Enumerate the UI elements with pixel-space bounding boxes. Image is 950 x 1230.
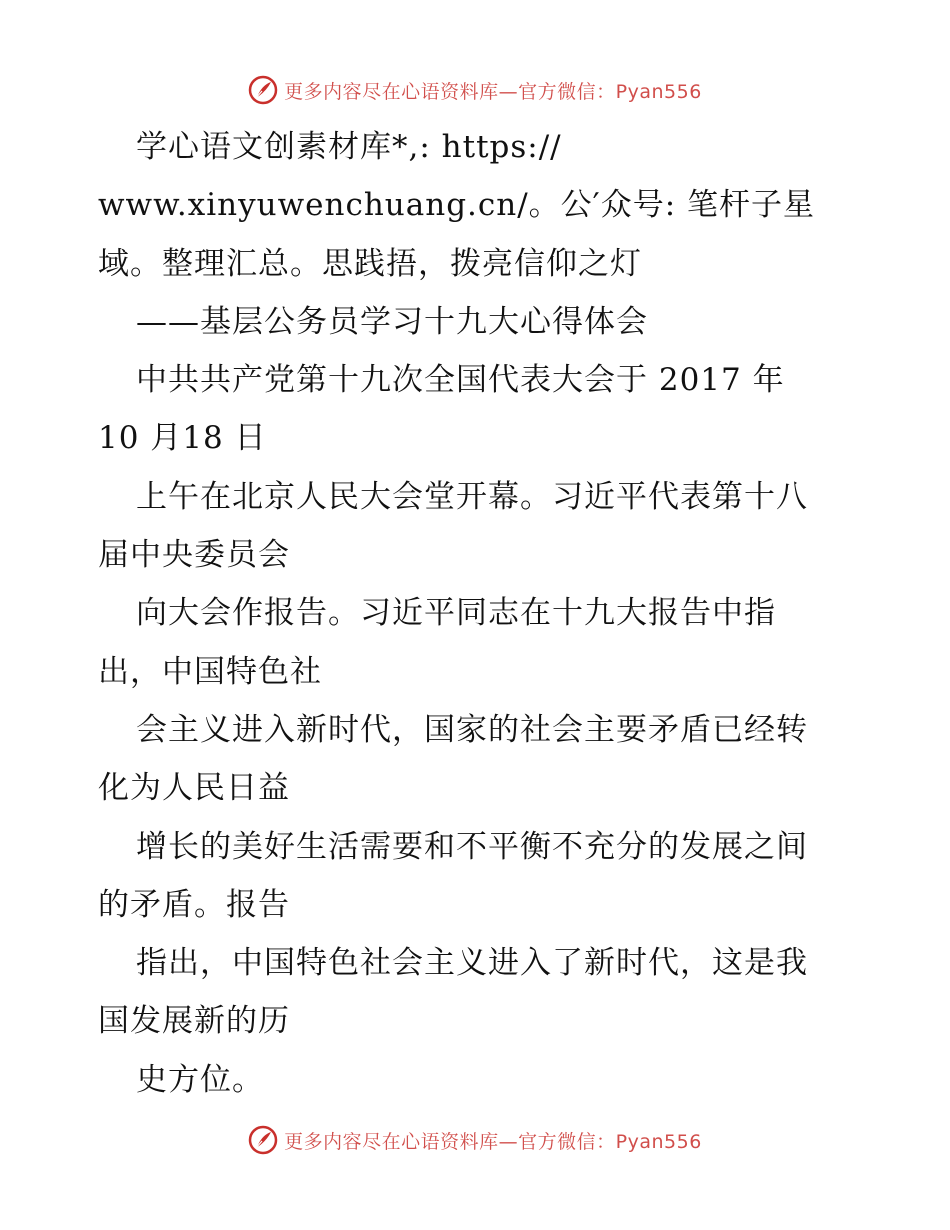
- text-line: 指出，中国特色社会主义进入了新时代，这是我: [136, 945, 808, 982]
- text-line: 化为人民日益: [98, 770, 290, 807]
- text-line: 届中央委员会: [98, 537, 290, 574]
- text-line: 上午在北京人民大会堂开幕。习近平代表第十八: [136, 478, 808, 515]
- footer-banner-text: 更多内容尽在心语资料库—官方微信：Pyan556: [284, 1130, 702, 1153]
- header-banner-text: 更多内容尽在心语资料库—官方微信：Pyan556: [284, 80, 702, 103]
- text-line: 域。整理汇总。思践捂，拨亮信仰之灯: [98, 245, 642, 282]
- text-line: ——基层公务员学习十九大心得体会: [136, 303, 648, 340]
- text-line: www.xinyuwenchuang.cn/。公′众号: 笔杆子星: [98, 187, 816, 224]
- text-line: 向大会作报告。习近平同志在十九大报告中指: [136, 595, 776, 632]
- header-banner: [0, 70, 950, 110]
- feather-pen-logo-icon: [248, 75, 278, 105]
- feather-pen-logo-icon: [248, 1125, 278, 1155]
- document-body: [98, 118, 858, 1109]
- text-line: 增长的美好生活需要和不平衡不充分的发展之间: [136, 828, 808, 865]
- text-line: 学心语文创素材库*,: https://: [136, 129, 562, 165]
- text-line: 史方位。: [136, 1061, 264, 1098]
- text-line: 会主义进入新时代，国家的社会主要矛盾已经转: [136, 711, 808, 748]
- text-line: 出，中国特色社: [98, 653, 322, 690]
- text-line: 10 月18 日: [98, 420, 267, 457]
- text-line: 国发展新的历: [98, 1003, 290, 1040]
- footer-banner: [0, 1120, 950, 1160]
- text-line: 中共共产党第十九次全国代表大会于 2017 年: [136, 362, 785, 399]
- text-line: 的矛盾。报告: [98, 886, 290, 923]
